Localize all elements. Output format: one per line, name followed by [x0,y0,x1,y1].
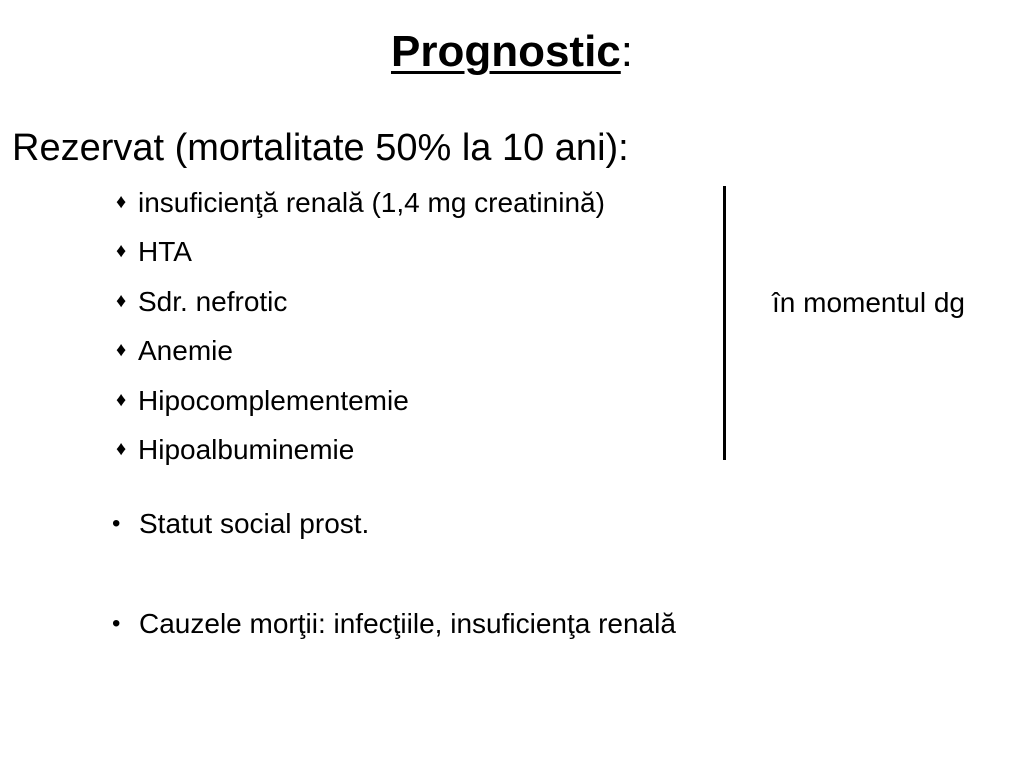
diamond-icon: ♦ [116,289,127,312]
bullet-item [112,604,676,644]
list-item [116,277,605,326]
diamond-icon: ♦ [116,240,127,263]
side-note: în momentul dg [772,287,965,318]
list-item [116,376,605,425]
diamond-icon: ♦ [116,388,127,411]
bullet-dot-icon: • [112,510,121,537]
list-item-text: Hipoalbuminemie [138,433,355,465]
bullet-item-text: Cauzele morţii: infecţiile, insuficienţa renală [139,608,676,639]
list-item [116,227,605,276]
bullet-item-text: Statut social prost. [139,508,370,539]
title-colon: : [620,27,634,76]
diamond-icon: ♦ [116,339,127,362]
list-item [116,425,605,474]
list-item [116,326,605,375]
diamond-icon: ♦ [116,437,127,460]
list-item-text: HTA [138,236,192,268]
list-item-text: Sdr. nefrotic [138,285,288,317]
bracket-divider-line [723,186,726,460]
slide-title [0,24,1024,80]
list-item-text: Anemie [138,335,233,367]
diamond-icon: ♦ [116,191,127,213]
list-item-text: insuficienţă renală (1,4 mg creatinină) [138,187,605,218]
list-item-text: Hipocomplementemie [138,384,409,416]
list-item [116,178,605,227]
bullet-dot-icon: • [112,610,121,637]
risk-factor-list [116,178,605,474]
title-text: Prognostic [390,27,621,76]
headline: Rezervat (mortalitate 50% la 10 ani): [12,127,629,169]
bullet-item [112,504,369,544]
